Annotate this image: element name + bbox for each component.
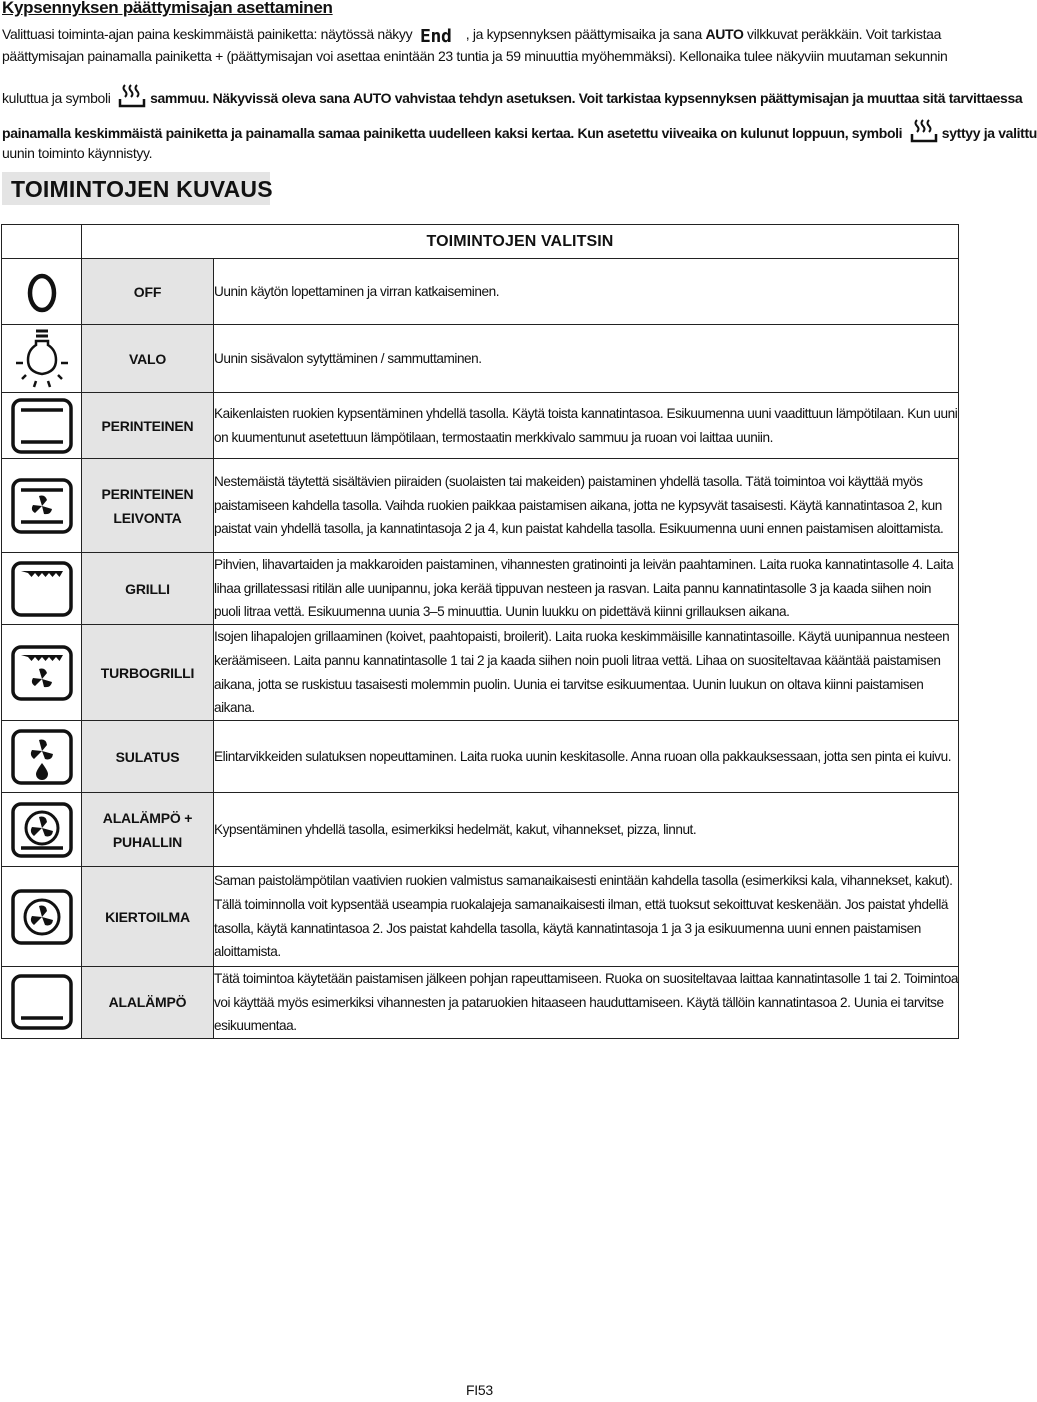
convection-icon [9,887,75,947]
cooking-steam-icon [909,118,939,144]
defrost-icon [9,727,75,787]
section-title: Kypsennyksen päättymisajan asettaminen [2,0,333,17]
table-row: GRILLI Pihvien, lihavartaiden ja makkaroiden paistaminen, vihannesten gratinointi ja leivän paahtaminen. Laita ruoka kannatintasolle 4. Laita lihaa grillatessasi ritilän alle uunipannu, joka kerää tippuvan nesteen ja rasvan. Laita pannu kannatintasolle 3 ja kaada siihen noin puoli litraa vettä. Esikuumenna uunia 3–5 minuuttia. Uunin luukku on pidettävä kiinni grillauksen aikana. [2,553,959,625]
grill-icon [9,559,75,619]
end-display-icon [419,25,463,45]
intro-line-5: uunin toiminto käynnistyy. [2,145,153,161]
table-row: OFF Uunin käytön lopettaminen ja virran katkaiseminen. [2,259,959,325]
conventional-heat-icon [9,396,75,456]
functions-heading-box [2,172,273,205]
table-row: ALALÄMPÖ Tätä toimintoa käytetään paistamisen jälkeen pohjan rapeuttamiseen. Ruoka on suositeltavaa laittaa kannatintasolle 1 tai 2. Toimintoa voi käyttää myös esimerkiksi vihannesten ja pataruokien hitaaseen hauduttamiseen. Käytä tällöin kannatintasoa 2. Uunia ei tarvitse esikuumentaa. [2,967,959,1039]
conventional-baking-icon [9,476,75,536]
functions-heading: TOIMINTOJEN KUVAUS [11,176,273,202]
table-row: PERINTEINEN LEIVONTA Nestemäistä täytettä sisältävien piiraiden (suolaisten tai makeiden) paistaminen yhdellä tasolla. Tätä toimintoa voi käyttää myös paistamiseen kahdella tasolla. Vaihda ruokien paikkaa paistamisen aikana, jotta ne kypsyvät tasaisesti. Käytä kannatintasoa 2, kun paistat vain yhdellä tasolla, ja kannatintasoja 2 ja 4, kun paistat kahdella tasolla. Esikuumenna uuni ennen paistamisen aloittamista. [2,459,959,553]
turbo-grill-icon [9,643,75,703]
intro-line-3: kuluttua ja symboli sammuu. Näkyvissä oleva sana AUTO vahvistaa tehdyn asetuksen. Voit tarkistaa kypsennyksen päättymisajan ja muuttaa sitä tarvittaessa [2,83,1022,109]
functions-table [1,224,959,1039]
power-off-icon [12,262,72,322]
intro-line-2: päättymisajan painamalla painiketta + (päättymisajan voi asettaa enintään 23 tuntia ja 59 minuuttia myöhemmäksi). Kellonaika tulee näkyviin muutaman sekunnin [2,48,948,64]
table-row: SULATUS Elintarvikkeiden sulatuksen nopeuttaminen. Laita ruoka uunin keskitasolle. Anna ruoan olla pakkauksessaan, jotta sen pinta ei kuivu. [2,721,959,793]
svg-text:End: End [419,26,452,47]
cooking-steam-icon [117,83,147,109]
lamp-icon [12,327,72,391]
table-row: PERINTEINEN Kaikenlaisten ruokien kypsentäminen yhdellä tasolla. Käytä toista kannatintasoa. Esikuumenna uuni vaadittuun lämpötilaan. Kun uuni on kuumentunut asetettuun lämpötilaan, termostaatin merkkivalo sammuu ja ruoan voi laittaa uuniin. [2,393,959,459]
bottom-heat-icon [9,972,75,1032]
table-row: TURBOGRILLI Isojen lihapalojen grillaaminen (koivet, paahtopaisti, broilerit). Laita ruoka keskimmäisille kannatintasoille. Käytä uunipannua nesteen keräämiseen. Laita pannu kannatintasolle 1 tai 2 ja kaada siihen noin puoli litraa vettä. Lihaa on suositeltavaa kääntää paistamisen aikana, jotta se ruskistuu tasaisesti molemmin puolin. Uunia ei tarvitse esikuumentaa. Uunin luukun on oltava kiinni paistamisen aikana. [2,625,959,721]
page-number: FI53 [466,1382,493,1398]
table-row: ALALÄMPÖ + PUHALLIN Kypsentäminen yhdellä tasolla, esimerkiksi hedelmät, kakut, vihannekset, pizza, linnut. [2,793,959,867]
table-row: KIERTOILMA Saman paistolämpötilan vaativien ruokien valmistus samanaikaisesti enintään kahdella tasolla (esimerkiksi kala, vihannekset, kakut). Tällä toiminnolla voit kypsentää useampia ruokalajeja samanaikaisesti ilman, että tuoksut sekoittuvat keskenään. Jos paistat yhdellä tasolla, käytä kannatintasoa 2. Jos paistat kahdella tasolla, käytä kannatintasoja 1 ja 3 ja esikuumenna uuni ennen paistamisen aloittamista. [2,867,959,967]
table-header: TOIMINTOJEN VALITSIN [82,225,959,259]
bottom-heat-fan-icon [9,800,75,860]
intro-line-4: painamalla keskimmäistä painiketta ja painamalla samaa painiketta uudelleen kaksi kertaa. Kun asetettu viiveaika on kulunut loppuun, symboli syttyy ja valittu [2,118,1037,144]
table-header-row [2,225,959,259]
table-row: VALO Uunin sisävalon sytyttäminen / sammuttaminen. [2,325,959,393]
intro-line-1: Valittuasi toiminta-ajan paina keskimmäistä painiketta: näytössä näkyy End , ja kypsennyksen päättymisaika ja sana AUTO vilkkuvat peräkkäin. Voit tarkistaa [2,26,942,47]
